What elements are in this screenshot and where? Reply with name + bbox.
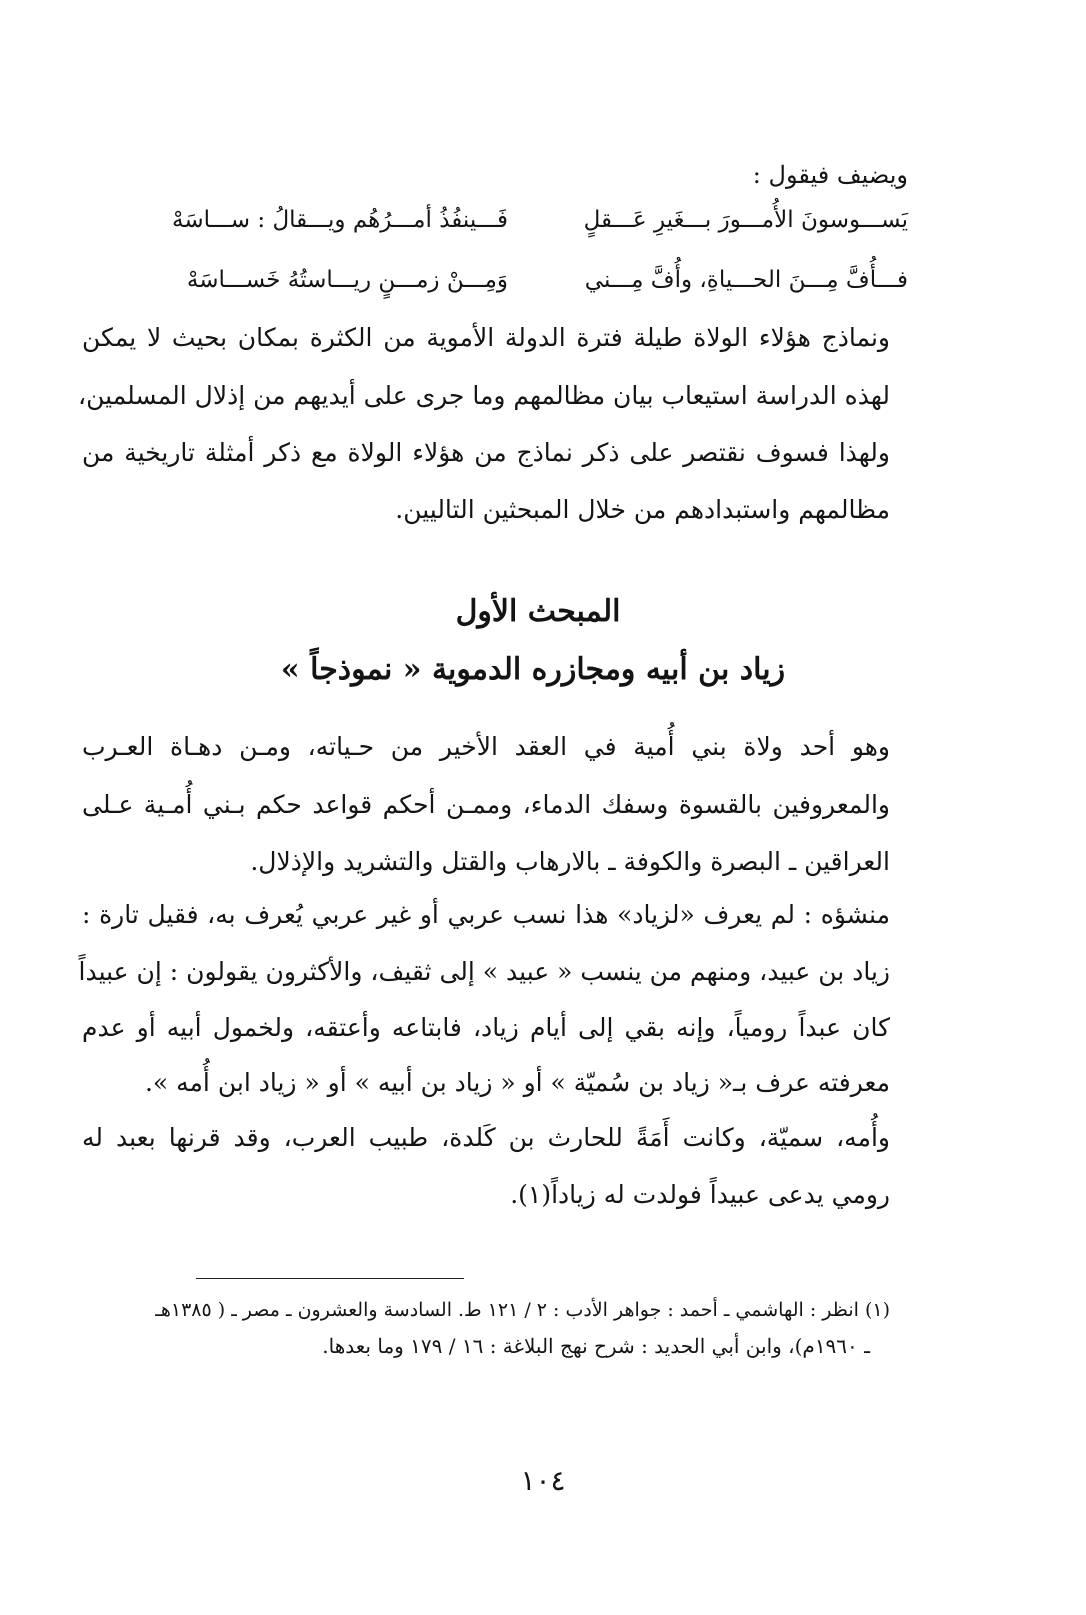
paragraph-4	[82, 1118, 890, 1228]
paragraph-1-line: ولهذا فسوف نقتصر على ذكر نماذج من هؤلاء الولاة مع ذكر أمثلة تاريخية من	[82, 438, 890, 467]
paragraph-3	[78, 895, 890, 1115]
footnote-line: ـ ١٩٦٠م)، وابن أبي الحديد : شرح نهج البلاغة : ١٦ / ١٧٩ وما بعدها.	[322, 1334, 870, 1358]
paragraph-2	[82, 727, 890, 887]
footnote	[82, 1295, 890, 1375]
poem-verse-2-right: فـــأُفَّ مِـــنَ الحـــياةِ، وأُفَّ مِـــني	[584, 267, 908, 293]
paragraph-1-line: مظالمهم واستبدادهم من خلال المبحثين التاليين.	[395, 495, 890, 524]
poem-verse-2-left: وَمِـــنْ زمـــنٍ ريـــاستُهُ خَســـاسَهْ	[186, 267, 508, 293]
paragraph-2-line: والمعروفين بالقسوة وسفك الدماء، وممـن أحكم قواعد حكم بـني أُمـية عـلى	[82, 790, 890, 819]
paragraph-3-line: معرفته عرف بـ« زياد بن سُميّة » أو « زياد بن أبيه » أو « زياد ابن أُمه ».	[144, 1068, 890, 1097]
paragraph-2-line: العراقين ـ البصرة والكوفة ـ بالارهاب والقتل والتشريد والإذلال.	[250, 847, 890, 876]
section-title: المبحث الأول	[455, 594, 621, 629]
poem	[78, 200, 908, 300]
paragraph-3-line: زياد بن عبيد، ومنهم من ينسب « عبيد » إلى ثقيف، والأكثرون يقولون : إن عبيداً	[78, 957, 890, 986]
paragraph-1-line: ونماذج هؤلاء الولاة طيلة فترة الدولة الأموية من الكثرة بمكان بحيث لا يمكن	[82, 323, 890, 352]
intro-line: ويضيف فيقول :	[752, 161, 908, 189]
paragraph-1	[78, 318, 890, 538]
poem-verse-1-left: فَـــينفُذُ أمـــرُهُم ويـــقالُ : ســـاسَهْ	[171, 207, 508, 233]
page-number: ١٠٤	[520, 1464, 566, 1497]
paragraph-4-line: وأُمه، سميّة، وكانت أَمَةً للحارث بن كَلدة، طبيب العرب، وقد قرنها بعبد له	[82, 1123, 890, 1152]
paragraph-4-line: رومي يدعى عبيداً فولدت له زياداً(١).	[510, 1180, 890, 1209]
paragraph-2-line: وهو أحد ولاة بني أُمية في العقد الأخير من حـياته، ومـن دهـاة العـرب	[82, 732, 890, 761]
poem-verse-1-right: يَســـوسونَ الأُمـــورَ بـــغَيرِ عَـــقلٍ	[583, 207, 908, 233]
footnote-line: (١) انظر : الهاشمي ـ أحمد : جواهر الأدب : ٢ / ١٢١ ط. السادسة والعشرون ـ مصر ـ ( ١٣٨٥هـ	[155, 1299, 890, 1321]
footnote-separator	[196, 1278, 464, 1279]
section-subtitle: زياد بن أبيه ومجازره الدموية « نموذجاً »	[280, 652, 786, 687]
paragraph-1-line: لهذه الدراسة استيعاب بيان مظالمهم وما جرى على أيديهم من إذلال المسلمين،	[78, 381, 890, 410]
paragraph-3-line: منشؤه : لم يعرف «لزياد» هذا نسب عربي أو غير عربي يُعرف به، فقيل تارة :	[82, 900, 890, 929]
paragraph-3-line: كان عبداً رومياً، وإنه بقي إلى أيام زياد، فابتاعه وأعتقه، ولخمول أبيه أو عدم	[82, 1013, 890, 1042]
